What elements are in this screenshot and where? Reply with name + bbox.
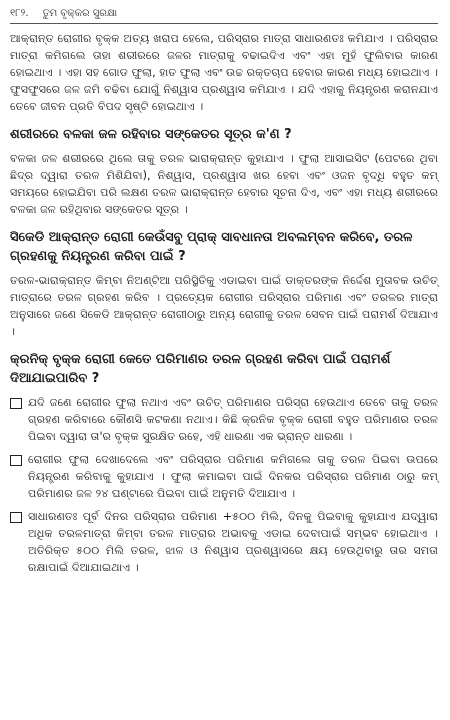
section-heading-excess-fluid: ଶରୀରରେ ବଳକା ଜଳ ରହିବାର ସଙ୍କେତର ସୂତ୍ର କ'ଣ ? (10, 127, 292, 142)
running-title: ତୁମ ବୃକ୍କର ସୁରକ୍ଷା (42, 8, 118, 19)
list-item-text: ଯଦି ଜଣେ ରୋଗୀର ଫୁଲା ନଥାଏ ଏବଂ ଉଚିତ୍ ପରିମାଣର ପରିସ୍ରା ହେଉଥାଏ ତେବେ ତାକୁ ତରଳ ଗ୍ରହଣ କରିବାରେ କୌଣସି କଟକଣା ନଥାଏ। କିଛି କ୍ରନିକ ବୃକ୍କ ରୋଗୀ ବହୁତ ପରିମାଣର ତରଳ ପିଇବା ଦ୍ୱାରା ତା'ର ବୃକ୍କ ସୁରକ୍ଷିତ ରହେ, ଏହି ଧାରଣା ଏକ ଭ୍ରାନ୍ତ ଧାରଣା । (28, 396, 438, 443)
checkbox-bullet-icon (10, 512, 22, 523)
header-rule (10, 23, 438, 24)
checkbox-bullet-icon (10, 455, 22, 466)
paragraph-excess-fluid: ବଳକା ଜଳ ଶରୀରରେ ଥିଲେ ତାକୁ ତରଳ ଭାରାକ୍ରାନ୍ତ କୁହାଯାଏ । ଫୁଲା ଆସାଇସିଟ (ପେଟରେ ଥିବା ଛିଦ୍ର ଦ୍ୱାରା ତରଳ ମିଶିଯିବା), ନିଶ୍ୱାସ, ପ୍ରଶ୍ୱାସ ଖର ହେବା ଏବଂ ଓଜନ ବୃଦ୍ଧି ବହୁତ କମ୍ ସମୟରେ ହୋଇଯିବା ପରି ଲକ୍ଷଣ ତରଳ ଭାରାକ୍ରାନ୍ତ ହେବାର ସୂଚନା ଦିଏ, ଏବଂ ଏହା ମଧ୍ୟ ଶରୀରରେ ବଳକା ଜଳ ରହିଥିବାର ସଙ୍କେତର ସୂତ୍ର । (10, 152, 438, 216)
paragraph-intro: ଆକ୍ରାନ୍ତ ରୋଗୀର ବୃକ୍କ ଅତ୍ୟ ଖରାପ ହେଲେ, ପରିସ୍ରାର ମାତ୍ରା ସାଧାରଣତଃ କମିଯାଏ । ପରିସ୍ରାର ମାତ୍ରା କମିଗଲେ ତାହା ଶରୀରରେ ଜଳର ମାତ୍ରାକୁ ବଢାଇଦିଏ ଏବଂ ଏହା ମୁହଁ ଫୁଲିବାର କାରଣ ହୋଇଥାଏ । ଏହା ସହ ଗୋଡ ଫୁଲା, ହାତ ଫୁଲା ଏବଂ ଉଚ୍ଚ ରକ୍ତଚାପ ହେବାର କାରଣ ମଧ୍ୟ ହୋଇଥାଏ । ଫୁସଫୁସରେ ଜଳ ଜମି ବଢିବା ଯୋଗୁଁ ନିଶ୍ୱାସ ପ୍ରଶ୍ୱାସ କମିଯାଏ । ଯଦି ଏହାକୁ ନିୟନ୍ତ୍ରଣ କରାନଯାଏ ତେବେ ଜୀବନ ପ୍ରତି ବିପଦ ସୃଷ୍ଟି ହୋଇଥାଏ । (10, 32, 438, 113)
advice-list (10, 394, 438, 576)
list-item (10, 394, 438, 445)
checkbox-bullet-icon (10, 398, 22, 409)
list-item-text: ରୋଗୀର ଫୁଲା ଦେଖାଦେଲେ ଏବଂ ପରିସ୍ରାର ପରିମାଣ କମିଗଲେ ତାକୁ ତରଳ ପିଇବା ଉପରେ ନିୟନ୍ତ୍ରଣ କରିବାକୁ କୁହାଯାଏ । ଫୁଲା କମାଇବା ପାଇଁ ଦିନକର ପରିସ୍ରାର ପରିମାଣ ଠାରୁ କମ୍ ପରିମାଣର ଜଳ ୨୪ ଘଣ୍ଟାରେ ପିଇବା ପାଇଁ ଅନୁମତି ଦିଆଯାଏ । (28, 453, 438, 500)
page-number: ୧୮୨. (10, 8, 29, 19)
section-heading-fluid-amount: କ୍ରନିକ୍ ବୃକ୍କ ରୋଗୀ କେତେ ପରିମାଣର ତରଳ ଗ୍ରହଣ କରିବା ପାଇଁ ପରାମର୍ଶ ଦିଆଯାଇପାରିବ ? (10, 352, 391, 386)
list-item (10, 451, 438, 502)
section-heading-precautions: ସିକେଡି ଆକ୍ରାନ୍ତ ରୋଗୀ କେଉଁସବୁ ପ୍ରାକ୍ ସାବଧାନତା ଅବଲମ୍ବନ କରିବେ, ତରଳ ଗ୍ରହଣକୁ ନିୟନ୍ତ୍ରଣ କରିବା ପାଇଁ ? (10, 230, 413, 264)
list-item-text: ସାଧାରଣତଃ ପୂର୍ବ ଦିନର ପରିସ୍ରାର ପରିମାଣ +୫୦୦ ମିଲି, ଦିନକୁ ପିଇବାକୁ କୁହାଯାଏ ଯଦ୍ୱାରା ଅଧିକ ତରଳମାତ୍ରା କିମ୍ବା ତରଳ ମାତ୍ରାର ଅଭାବକୁ ଏଡାଇ ଦେବାପାଇଁ ସମ୍ଭବ ହୋଇଥାଏ । ଅତିରିକ୍ତ ୫୦୦ ମିଲି ତରଳ, ଝାଳ ଓ ନିଶ୍ୱାସ ପ୍ରଶ୍ୱାସରେ କ୍ଷୟ ହେଉଥିବାରୁ ତାର ସମତା ରକ୍ଷାପାଇଁ ଦିଆଯାଇଥାଏ । (28, 510, 438, 574)
list-item (10, 508, 438, 576)
page-header (10, 6, 438, 23)
paragraph-precautions: ତରଳ-ଭାରାକ୍ରାନ୍ତ କିମ୍ବା ନିଅଣ୍ଟିଆ ପରିସ୍ଥିତିକୁ ଏଡାଇବା ପାଇଁ ଡାକ୍ତରଙ୍କ ନିର୍ଦ୍ଦେଶ ମୁତାବକ ଉଚିତ୍ ମାତ୍ରାରେ ତରଳ ଗ୍ରହଣ କରିବ । ପ୍ରତ୍ୟେକ ରୋଗୀର ପରିସ୍ରାର ପରିମାଣ ଏବଂ ତରଳର ମାତ୍ରା ଅନୁସାରେ ଜଣେ ସିକେଡି ଆକ୍ରାନ୍ତ ରୋଗୀଠାରୁ ଅନ୍ୟ ରୋଗୀକୁ ତରଳ ସେବନ ପାଇଁ ପରାମର୍ଶ ଦିଆଯାଏ । (10, 274, 438, 338)
